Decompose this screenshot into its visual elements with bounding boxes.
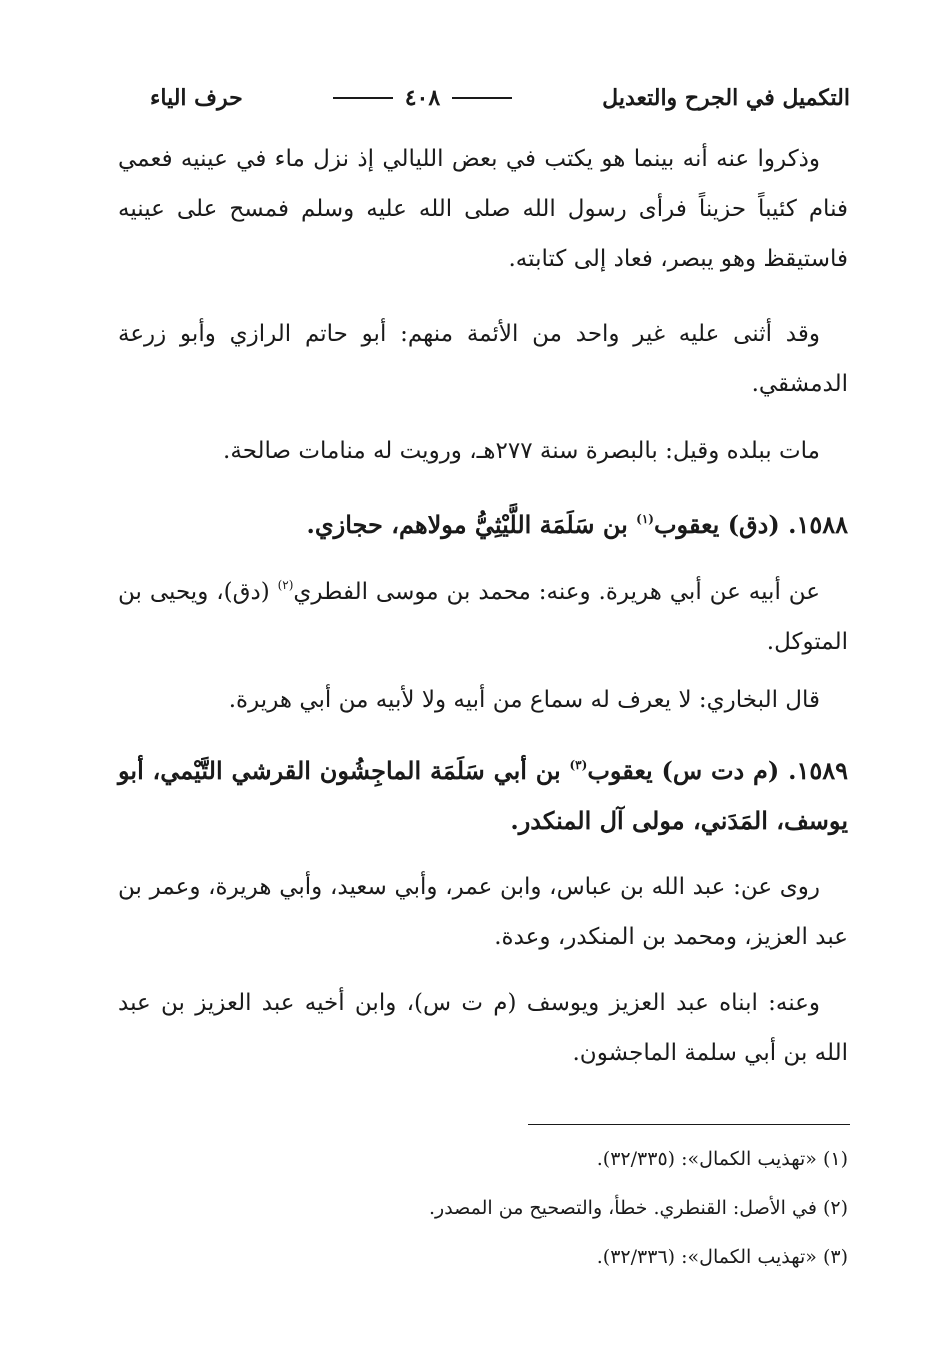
entry-1588-name: ١٥٨٨. (دق) يعقوب	[653, 510, 848, 539]
footnote-ref-3: (٣)	[569, 758, 588, 772]
section-title: حرف الياء	[150, 85, 243, 111]
entry-1589-heading	[118, 740, 848, 846]
entry-1588-heading	[118, 494, 848, 550]
book-title: التكميل في الجرح والتعديل	[602, 85, 850, 111]
entry-1588-rest: بن سَلَمَة اللَّيْثِيُّ مولاهم، حجازي.	[306, 510, 637, 539]
footnote-2: (٢) في الأصل: القنطري. خطأ، والتصحيح من المصدر.	[428, 1197, 848, 1219]
footnote-1: (١) «تهذيب الكمال»: (٣٢/٣٣٥).	[596, 1148, 848, 1170]
header-rule-right	[333, 97, 393, 99]
header-center	[333, 85, 512, 111]
entry-1589-rest: بن أبي سَلَمَة الماجِشُون القرشي التَّيْمي، أبو يوسف، المَدَني، مولى آل المنكدر.	[118, 756, 848, 835]
running-header	[150, 78, 850, 118]
entry-1589-name: ١٥٨٩. (م دت س) يعقوب	[587, 756, 848, 785]
footnote-3: (٣) «تهذيب الكمال»: (٣٢/٣٣٦).	[596, 1246, 848, 1268]
paragraph-death: مات ببلده وقيل: بالبصرة سنة ٢٧٧هـ، ورويت له منامات صالحة.	[223, 438, 820, 464]
narrators-text: عن أبيه عن أبي هريرة. وعنه: محمد بن موسى الفطري	[293, 579, 820, 605]
paragraph-bukhari: قال البخاري: لا يعرف له سماع من أبيه ولا لأبيه من أبي هريرة.	[228, 687, 820, 713]
footnote-ref-1: (١)	[636, 512, 654, 526]
paragraph-narrated-by: وعنه: ابناه عبد العزيز ويوسف (م ت س)، وابن أخيه عبد العزيز بن عبد الله بن أبي سلمة الماجشون.	[118, 990, 848, 1066]
footnote-ref-2: (٢)	[277, 578, 294, 592]
paragraph-praise: وقد أثنى عليه غير واحد من الأئمة منهم: أبو حاتم الرازي وأبو زرعة الدمشقي.	[118, 321, 848, 397]
paragraph-narrators-1588	[118, 560, 848, 667]
footnote-separator	[528, 1124, 850, 1125]
paragraph-blindness-story: وذكروا عنه أنه بينما هو يكتب في بعض الليالي إذ نزل ماء في عينيه فعمي فنام كئيباً حزيناً فرأى رسول الله صلى الله عليه وسلم فمسح على عينيه فاستيقظ وهو يبصر، فعاد إلى كتابته.	[118, 146, 848, 272]
paragraph-narrated-from: روى عن: عبد الله بن عباس، وابن عمر، وأبي سعيد، وأبي هريرة، وعمر بن عبد العزيز، ومحمد بن المنكدر، وعدة.	[118, 874, 848, 950]
narrators-text-rest: (دق)، ويحيى بن المتوكل.	[118, 579, 848, 655]
page-number: ٤٠٨	[404, 85, 441, 111]
header-rule-left	[452, 97, 512, 99]
